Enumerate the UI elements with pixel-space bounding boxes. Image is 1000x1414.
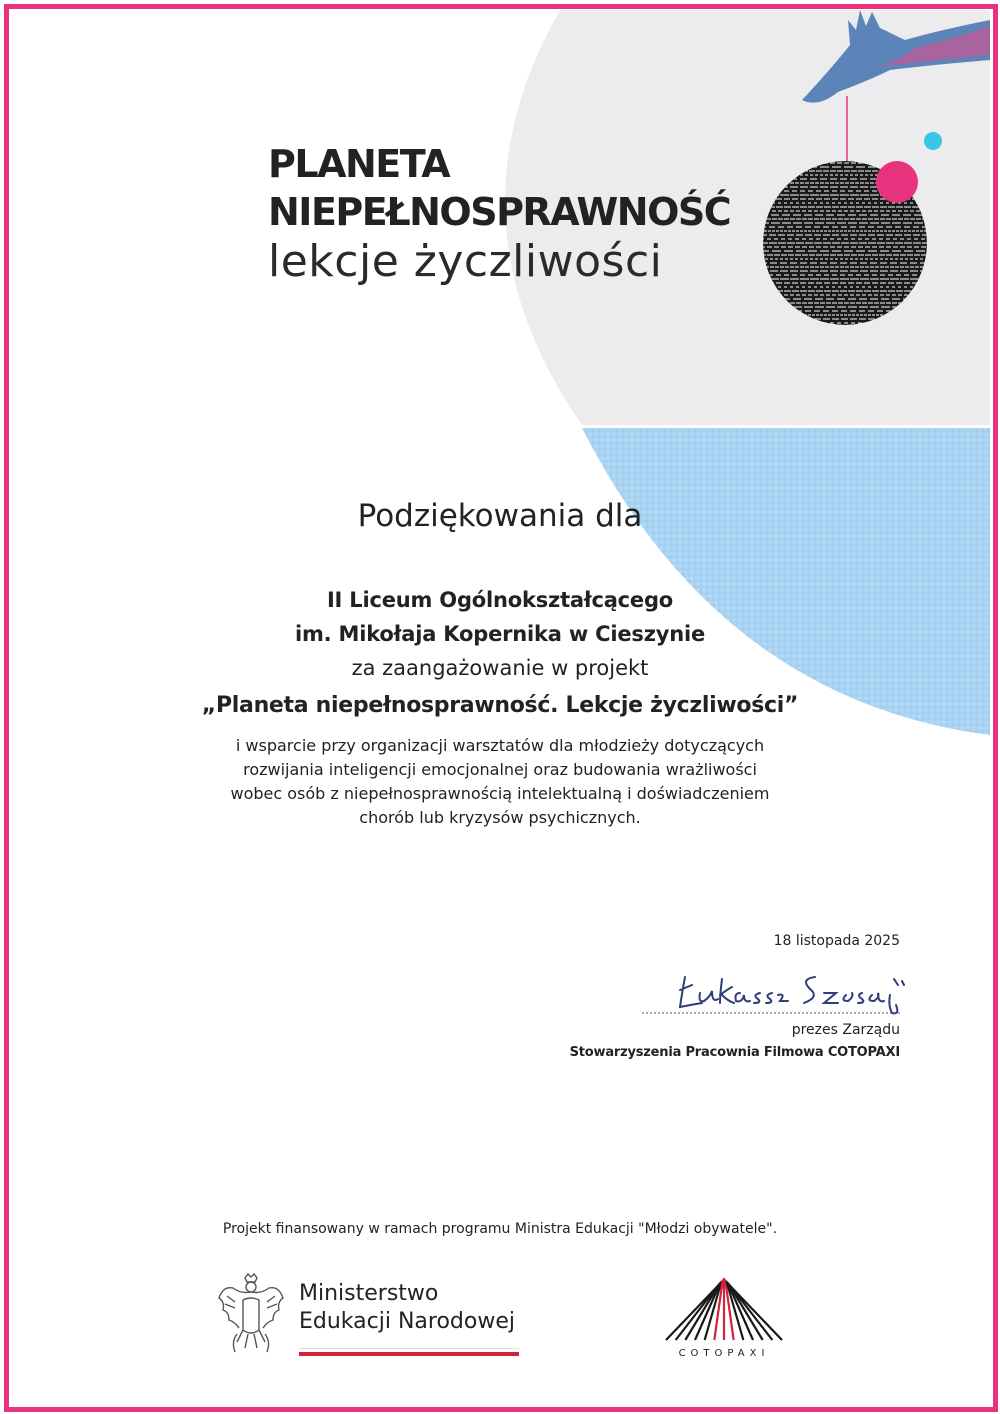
- cyan-dot: [924, 132, 942, 150]
- cotopaxi-ray: [685, 1284, 719, 1340]
- recipient-line-2: im. Mikołaja Kopernika w Cieszynie: [294, 622, 706, 646]
- ministry-name: [299, 1280, 515, 1336]
- thanks-heading: Podziękowania dla: [357, 498, 643, 534]
- signer-organization: Stowarzyszenia Pracownia Filmowa COTOPAXI: [569, 1045, 900, 1060]
- ministry-logo: [215, 1272, 535, 1362]
- signature-date: 18 listopada 2025: [773, 933, 900, 949]
- polish-eagle-icon: [215, 1272, 287, 1360]
- blue-textured-shape: [582, 428, 990, 735]
- cotopaxi-mountain-icon: [662, 1274, 786, 1346]
- title-line-1: PLANETA: [268, 142, 450, 186]
- funding-note: Projekt finansowany w ramach programu Ministra Edukacji "Młodzi obywatele".: [222, 1221, 778, 1237]
- ministry-line-2: Edukacji Narodowej: [299, 1309, 515, 1334]
- project-name: „Planeta niepełnosprawność. Lekcje życzliwości”: [201, 693, 799, 718]
- commitment-text: za zaangażowanie w projekt: [351, 656, 649, 680]
- ministry-line-1: Ministerstwo: [299, 1281, 439, 1306]
- cotopaxi-logo: [662, 1274, 786, 1364]
- recipient-line-1: II Liceum Ogólnokształcącego: [326, 588, 674, 612]
- signer-role: prezes Zarządu: [791, 1022, 900, 1038]
- title-line-2: NIEPEŁNOSPRAWNOŚĆ: [268, 190, 731, 234]
- support-line: i wsparcie przy organizacji warsztatów dla młodzieży dotyczących: [235, 736, 765, 755]
- support-line: wobec osób z niepełnosprawnością intelektualną i doświadczeniem: [230, 784, 770, 803]
- cotopaxi-name: COTOPAXI: [678, 1348, 770, 1359]
- support-line: rozwijania inteligencji emocjonalnej oraz budowania wrażliwości: [243, 760, 757, 779]
- ministry-flag-bar: [299, 1348, 519, 1355]
- handwritten-signature: [640, 955, 910, 1025]
- support-paragraph: [0, 734, 1000, 830]
- project-title: [268, 140, 768, 290]
- cotopaxi-ray: [729, 1284, 763, 1340]
- support-line: chorób lub kryzysów psychicznych.: [359, 808, 641, 827]
- title-line-3: lekcje życzliwości: [268, 236, 663, 287]
